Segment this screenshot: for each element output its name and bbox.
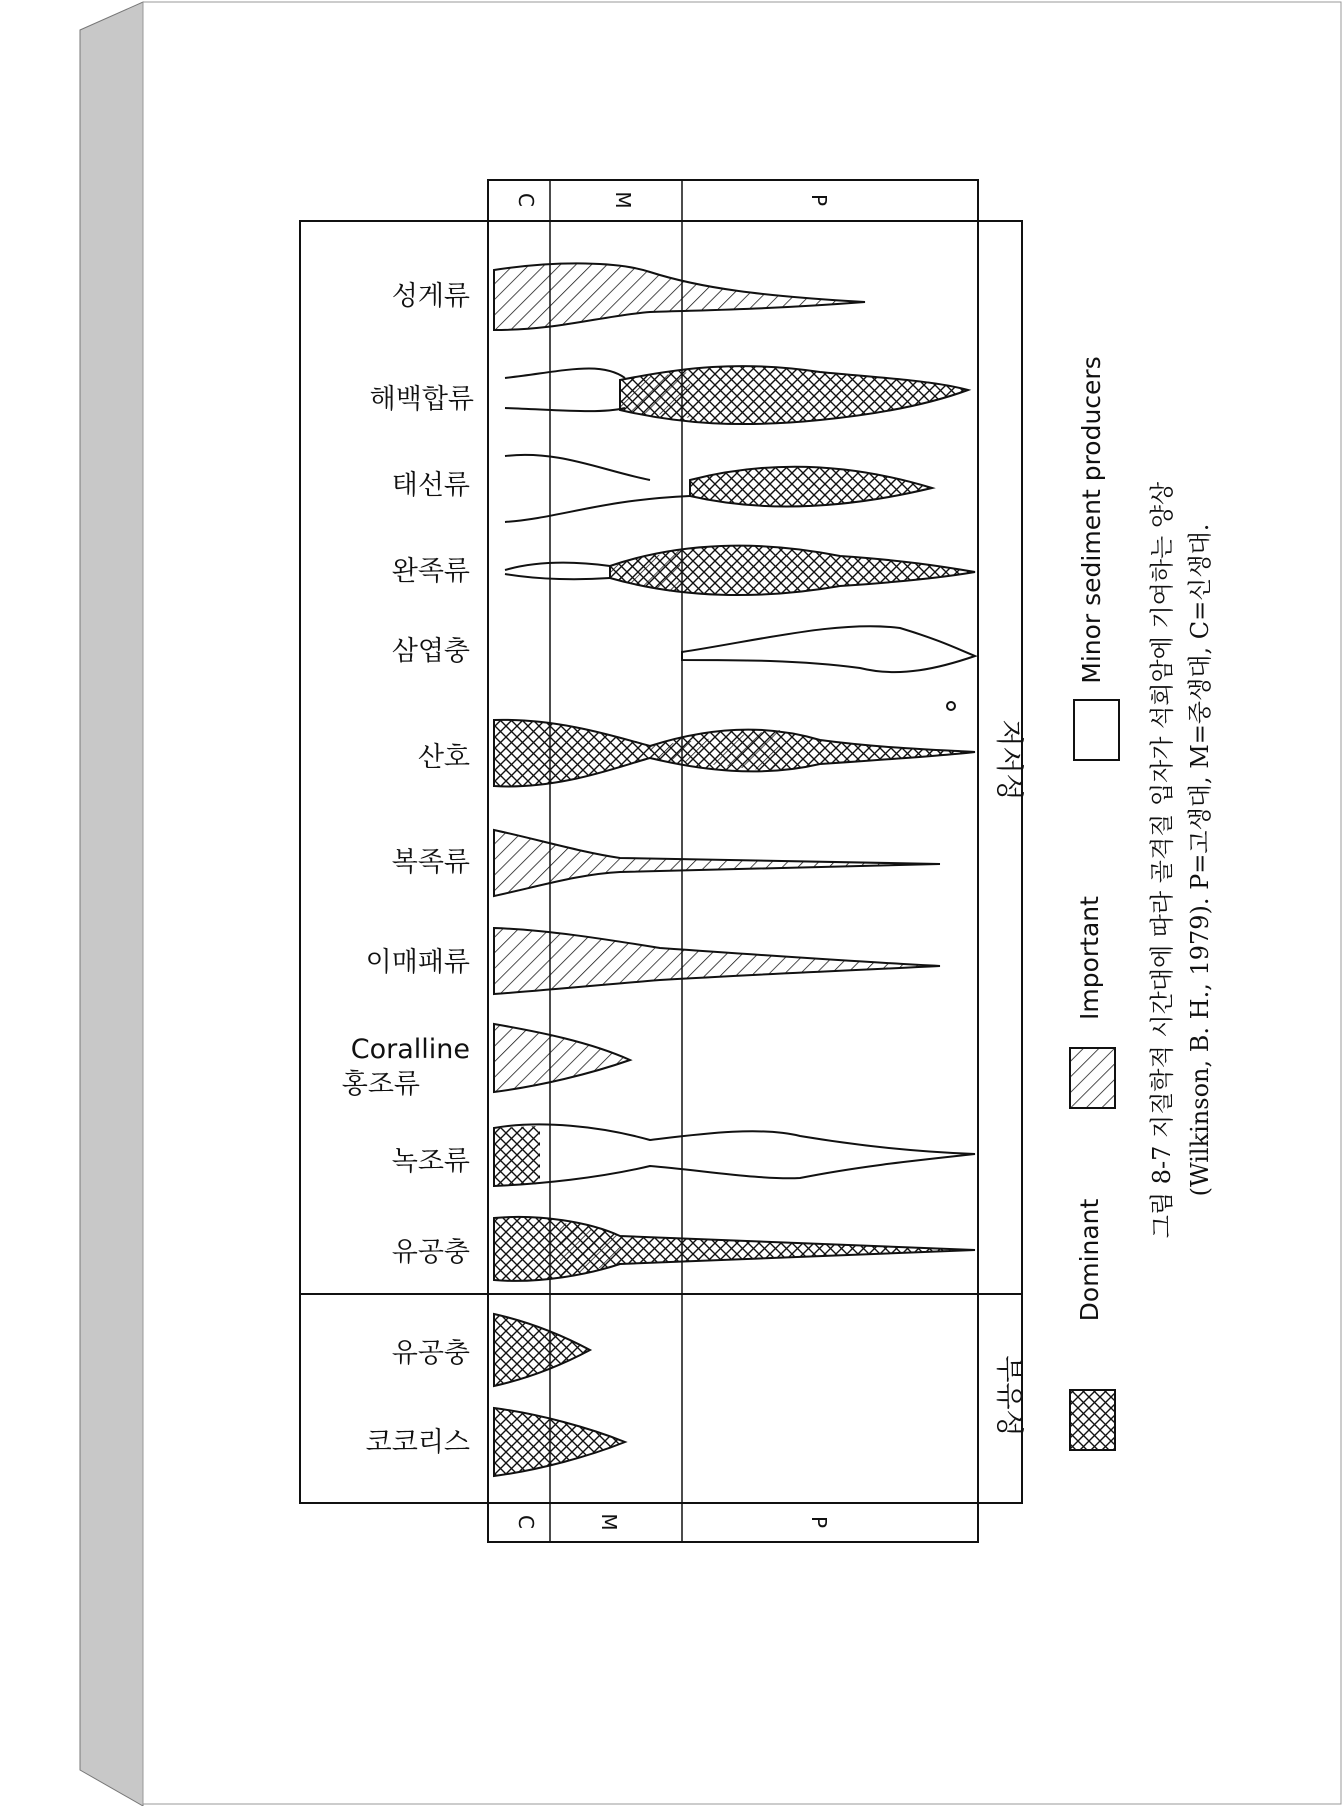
legend-important-label: Important <box>1075 896 1104 1020</box>
svg-text:C: C <box>514 1515 538 1529</box>
svg-text:C: C <box>514 193 538 207</box>
label-planktic-forams: 유공충 <box>391 1338 470 1369</box>
label-green-algae: 녹조류 <box>391 1146 470 1177</box>
caption-line-2: (Wilkinson, B. H., 1979). P=고생대, M=중생대, C=신생대. <box>1186 523 1214 1197</box>
label-coccoliths: 코코리스 <box>365 1427 470 1458</box>
habitat-benthic-label: 저서성 <box>993 719 1026 801</box>
legend-dominant-swatch <box>1070 1390 1115 1450</box>
label-red-algae: 홍조류 <box>341 1069 420 1100</box>
label-bryozoans: 태선류 <box>391 470 470 501</box>
label-sea-urchins: 성게류 <box>391 281 470 312</box>
book-spine <box>80 2 143 1806</box>
svg-text:P: P <box>807 1515 831 1529</box>
label-bivalves: 이매패류 <box>365 947 470 978</box>
legend-dominant-label: Dominant <box>1075 1198 1104 1322</box>
caption-line-1: 그림 8-7 지질학적 시간대에 따라 골격질 입자가 석회암에 기여하는 양상 <box>1148 481 1176 1239</box>
label-brachiopods: 완족류 <box>391 556 470 587</box>
legend-minor-label: Minor sediment producers <box>1077 356 1106 684</box>
svg-text:M: M <box>597 1513 621 1531</box>
svg-text:M: M <box>611 191 635 209</box>
label-corals: 산호 <box>417 742 470 773</box>
label-coralline: Coralline <box>350 1034 470 1065</box>
label-trilobites: 삼엽충 <box>391 636 470 667</box>
legend-important-swatch <box>1070 1048 1115 1108</box>
label-crinoids: 해백합류 <box>369 384 474 415</box>
habitat-planktic-label: 부유성 <box>993 1355 1026 1437</box>
svg-text:P: P <box>807 193 831 207</box>
label-gastropods: 복족류 <box>391 847 470 878</box>
label-benthic-forams: 유공충 <box>391 1237 470 1268</box>
